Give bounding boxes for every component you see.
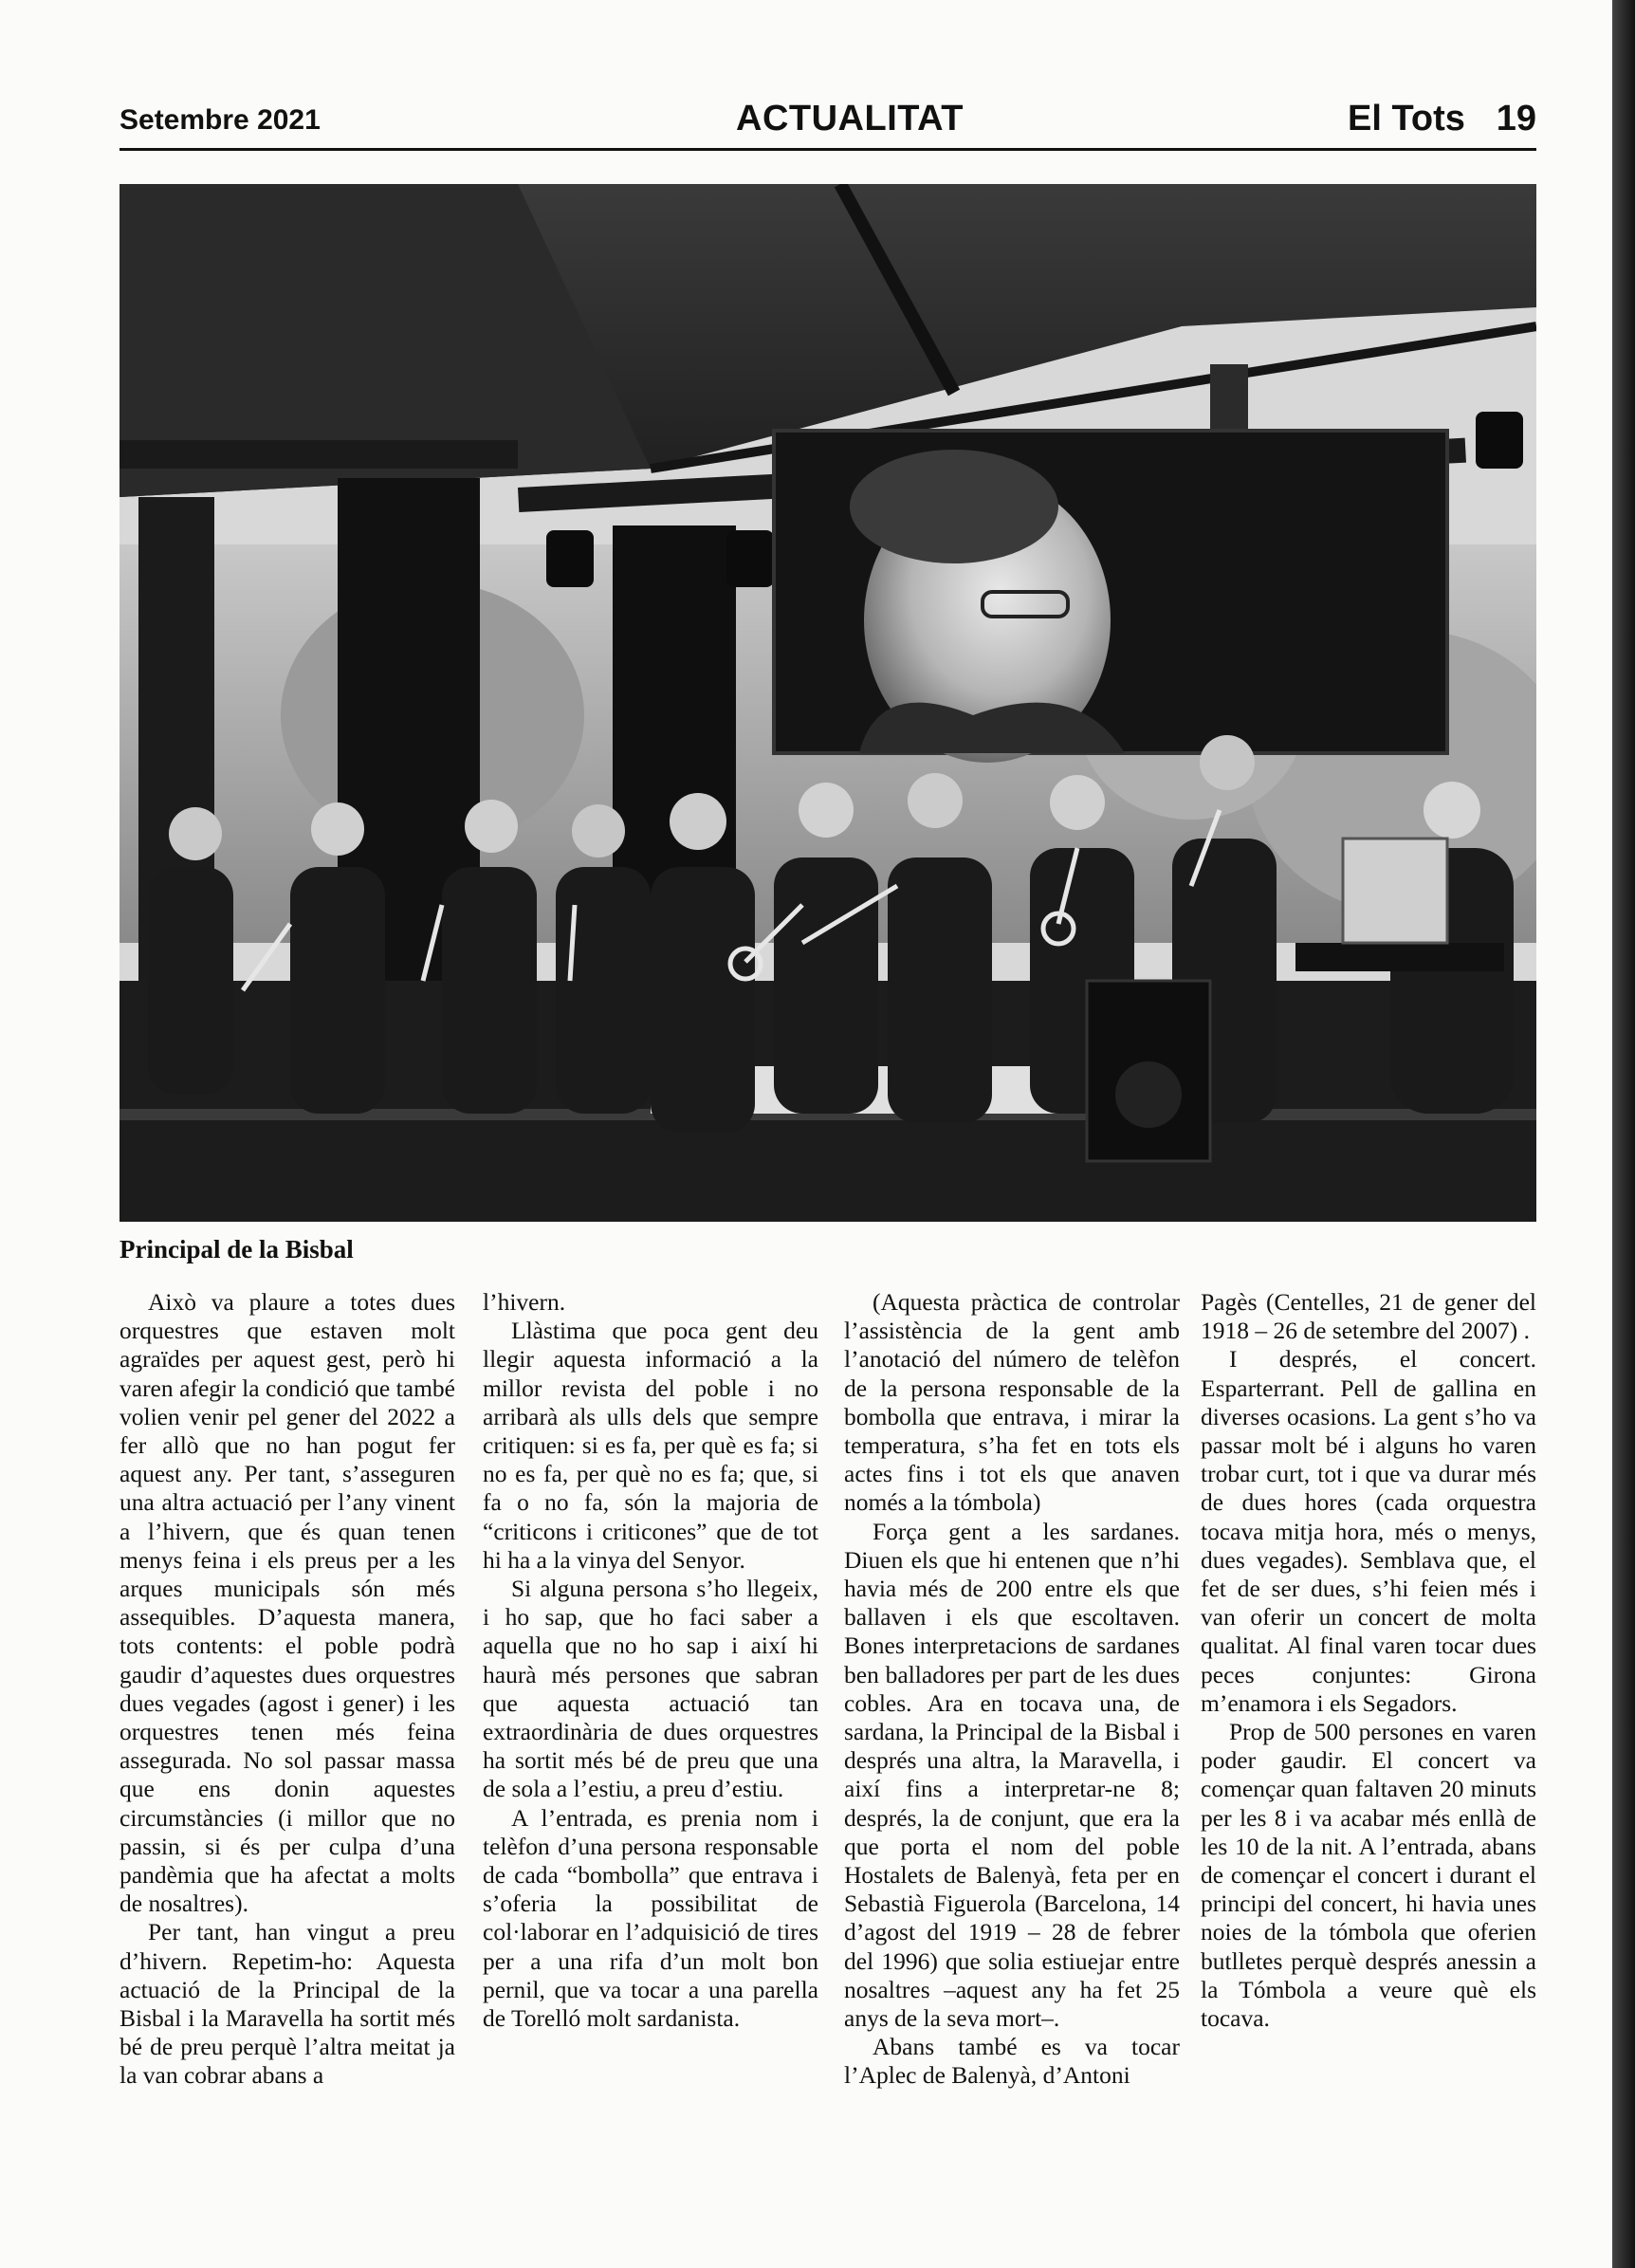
page-header [119, 95, 1536, 148]
concert-band-on-stage-photo [119, 184, 1536, 1222]
page-number: 19 [1496, 99, 1536, 138]
publication-name: El Tots [1348, 99, 1465, 138]
section-title: ACTUALITAT [736, 99, 964, 138]
article-paragraph: Llàstima que poca gent deu llegir aquesta informació a la millor revista del poble i no arribarà als ulls dels que sempre critiquen: si es fa, per què es fa; si no es fa, per què no es fa; que, si fa o no fa, són la majoria de “criticons i criticones” que de tot hi ha a la vinya del Senyor. [483, 1317, 818, 1574]
article-column-1 [119, 1288, 455, 2091]
article-column-3 [844, 1288, 1180, 2091]
article-paragraph: A l’entrada, es prenia nom i telèfon d’una persona responsable de cada “bombolla” que entrava i s’oferia la possibilitat de col·laborar en l’adquisició de tires per a una rifa d’un molt bon pernil, que va tocar a una parella de Torelló molt sardanista. [483, 1803, 818, 2033]
article-paragraph: Força gent a les sardanes. Diuen els que hi entenen que n’hi havia més de 200 entre els que ballaven i els que escoltaven. Bones interpretacions de sardanes ben balladores per part de les dues cobles. Ara en tocava una, de sardana, la Principal de la Bisbal i després una altra, la Maravella, i així fins a interpretar-ne 8; després, la de conjunt, que era la que porta el nom del poble Hostalets de Balenyà, feta per en Sebastià Figuerola (Barcelona, 14 d’agost del 1919 – 28 de febrer del 1996) que solia estiuejar entre nosaltres –aquest any ha fet 25 anys de la seva mort–. [844, 1517, 1180, 2033]
article-paragraph: Per tant, han vingut a preu d’hivern. Repetim-ho: Aquesta actuació de la Principal de la Bisbal i la Maravella ha sortit més bé de preu perquè l’altra meitat ja la van cobrar abans a [119, 1918, 455, 2090]
article-paragraph: (Aquesta pràctica de controlar l’assistència de la gent amb l’anotació del número de telèfon de la persona responsable de la bombolla que entrava, i mirar la temperatura, s’ha fet en tots els actes fins i tot els que anaven només a la tómbola) [844, 1288, 1180, 1517]
article-paragraph: Si alguna persona s’ho llegeix, i ho sap, que ho faci saber a aquella que no ho sap i així hi haurà més persones que sabran que aquesta actuació tan extraordinària de dues orquestres ha sortit més bé de preu que una de sola a l’estiu, a preu d’estiu. [483, 1575, 818, 1803]
header-rule [119, 148, 1536, 151]
article-column-4 [1201, 1288, 1536, 2033]
article-paragraph: Prop de 500 persones en varen poder gaudir. El concert va començar quan faltaven 20 minuts per les 8 i va acabar més enllà de les 10 de la nit. A l’entrada, abans de començar el concert i durant el principi del concert, hi havia unes noies de la tómbola que oferien butlletes perquè després anessin a la Tómbola a veure què els tocava. [1201, 1718, 1536, 2033]
article-column-2 [483, 1288, 818, 2033]
issue-date: Setembre 2021 [119, 104, 321, 136]
page-edge-shadow [1612, 0, 1635, 2268]
article-paragraph: I després, el concert. Esparterrant. Pell de gallina en diverses ocasions. La gent s’ho va passar molt bé i alguns ho varen trobar curt, tot i que va durar més de dues hores (cada orquestra tocava mitja hora, més o menys, dues vegades). Semblava que, el fet de ser dues, s’hi feien més i van oferir un concert de molta qualitat. Al final varen tocar dues peces conjuntes: Girona m’enamora i els Segadors. [1201, 1345, 1536, 1717]
photo-caption: Principal de la Bisbal [119, 1235, 354, 1263]
concert-photo [119, 184, 1536, 1222]
article-paragraph: Pagès (Centelles, 21 de gener del 1918 – 26 de setembre del 2007) . [1201, 1288, 1536, 1345]
article-paragraph: l’hivern. [483, 1288, 566, 1316]
article-paragraph: Abans també es va tocar l’Aplec de Balenyà, d’Antoni [844, 2033, 1180, 2090]
article-paragraph: Això va plaure a totes dues orquestres que estaven molt agraïdes per aquest gest, però hi varen afegir la condició que també volien venir pel gener del 2022 a fer allò que no han pogut fer aquest any. Per tant, s’asseguren una altra actuació per l’any vinent a l’hivern, que és quan tenen menys feina i els preus per a les arques municipals són més assequibles. D’aquesta manera, tots contents: el poble podrà gaudir d’aquestes dues orquestres dues vegades (agost i gener) i les orquestres tenen més feina assegurada. No sol passar massa que ens donin aquestes circumstàncies (i millor que no passin, si és per culpa d’una pandèmia que ha afectat a molts de nosaltres). [119, 1288, 455, 1918]
